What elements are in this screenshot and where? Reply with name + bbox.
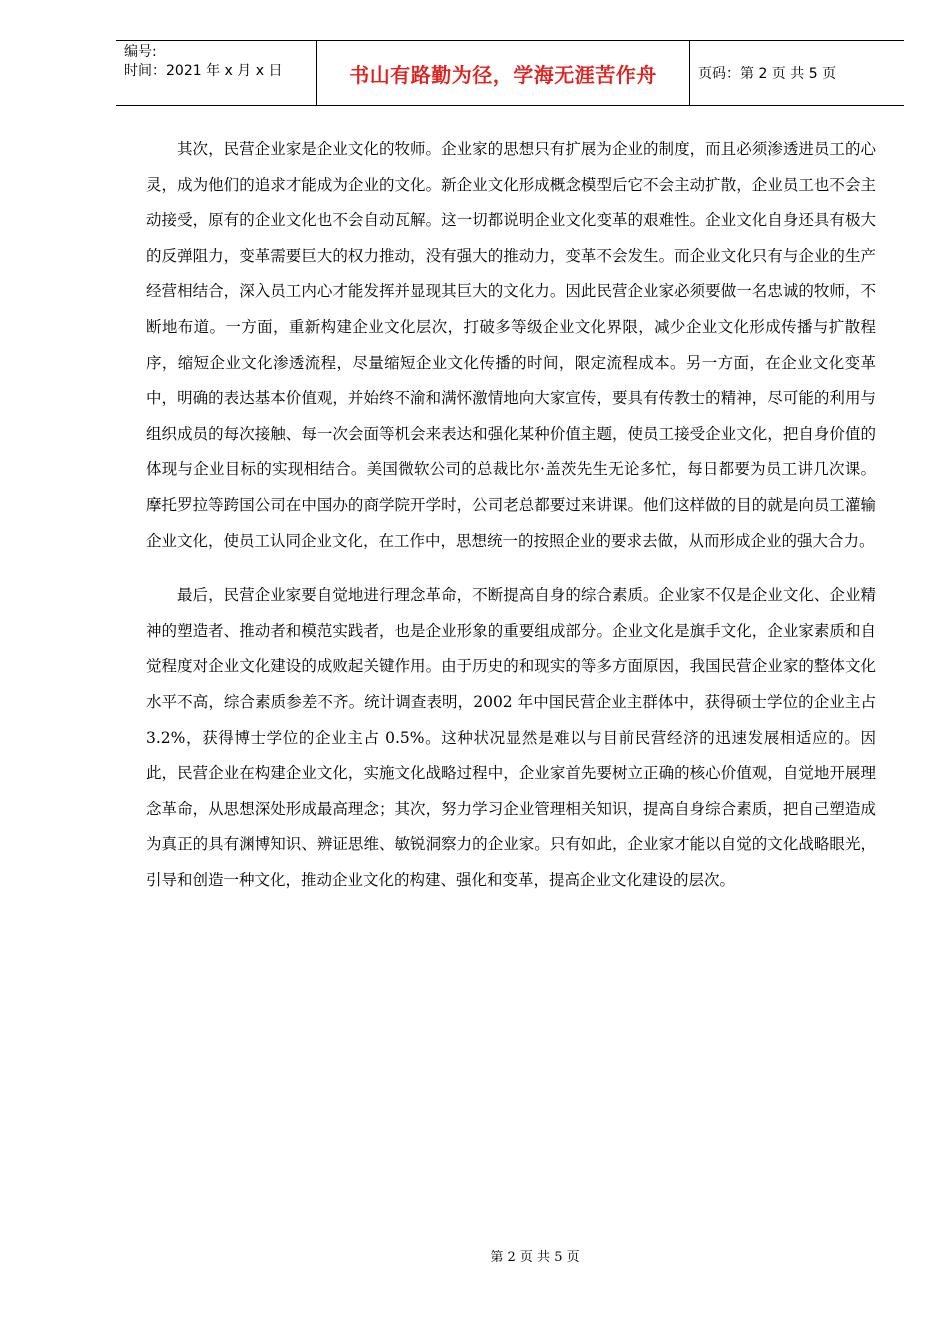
- header-motto: 书山有路勤为径，学海无涯苦作舟: [317, 41, 690, 105]
- document-number-label: 编号:: [124, 44, 157, 60]
- header-page-label: 页码：第 2 页 共 5 页: [698, 66, 837, 82]
- page-header: [116, 40, 904, 106]
- header-meta-cell: [116, 41, 317, 105]
- document-time-label: 时间：2021 年 x 月 x 日: [124, 63, 283, 79]
- page-footer: 第 2 页 共 5 页: [490, 1250, 580, 1265]
- body-paragraph-1: 其次，民营企业家是企业文化的牧师。企业家的思想只有扩展为企业的制度，而且必须渗透进员工的心灵，成为他们的追求才能成为企业的文化。新企业文化形成概念模型后它不会主动扩散，企业员工也不会主动接受，原有的企业文化也不会自动瓦解。这一切都说明企业文化变革的艰难性。企业文化自身还具有极大的反弹阻力，变革需要巨大的权力推动，没有强大的推动力，变革不会发生。而企业文化只有与企业的生产经营相结合，深入员工内心才能发挥并显现其巨大的文化力。因此民营企业家必须要做一名忠诚的牧师，不断地布道。一方面，重新构建企业文化层次，打破多等级企业文化界限，减少企业文化形成传播与扩散程序，缩短企业文化渗透流程，尽量缩短企业文化传播的时间，限定流程成本。另一方面，在企业文化变革中，明确的表达基本价值观，并始终不渝和满怀激情地向大家宣传，要具有传教士的精神，尽可能的利用与组织成员的每次接触、每一次会面等机会来表达和强化某种价值主题，使员工接受企业文化，把自身价值的体现与企业目标的实现相结合。美国微软公司的总裁比尔·盖茨先生无论多忙，每日都要为员工讲几次课。摩托罗拉等跨国公司在中国办的商学院开学时，公司老总都要过来讲课。他们这样做的目的就是向员工灌输企业文化，使员工认同企业文化，在工作中，思想统一的按照企业的要求去做，从而形成企业的强大合力。: [146, 140, 876, 550]
- body-paragraph-2: 最后，民营企业家要自觉地进行理念革命，不断提高自身的综合素质。企业家不仅是企业文化、企业精神的塑造者、推动者和模范实践者，也是企业形象的重要组成部分。企业文化是旗手文化，企业家素质和自觉程度对企业文化建设的成败起关键作用。由于历史的和现实的等多方面原因，我国民营企业家的整体文化水平不高，综合素质参差不齐。统计调查表明，2002 年中国民营企业主群体中，获得硕士学位的企业主占 3.2%，获得博士学位的企业主占 0.5%。这种状况显然是难以与目前民营经济的迅速发展相适应的。因此，民营企业在构建企业文化，实施文化战略过程中，企业家首先要树立正确的核心价值观，自觉地开展理念革命，从思想深处形成最高理念；其次，努力学习企业管理相关知识，提高自身综合素质，把自己塑造成为真正的具有渊博知识、辨证思维、敏锐洞察力的企业家。只有如此，企业家才能以自觉的文化战略眼光，引导和创造一种文化，推动企业文化的构建、强化和变革，提高企业文化建设的层次。: [146, 586, 876, 889]
- document-body: [146, 132, 876, 898]
